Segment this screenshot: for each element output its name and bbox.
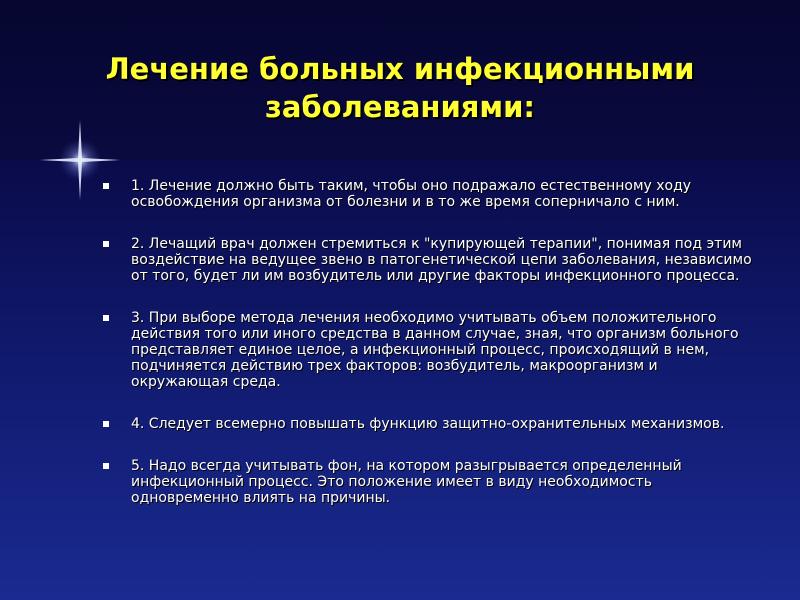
square-bullet-icon (103, 183, 109, 189)
bullet-text-5: 5. Надо всегда учитывать фон, на котором разыгрывается определенный инфекционный процесс. Это положение имеет в виду необходимость одновременно влиять на причины. (131, 458, 682, 506)
bullet-text-1: 1. Лечение должно быть таким, чтобы оно подражало естественному ходу освобождения организма от болезни и в то же время соперничало с ним. (131, 178, 692, 210)
bullet-list (103, 178, 753, 532)
bullet-item-4 (103, 416, 753, 432)
bullet-text-2: 2. Лечащий врач должен стремиться к "купирующей терапии", понимая под этим воздействие на ведущее звено в патогенетической цепи заболевания, независимо от того, будет ли им возбудитель или другие факторы инфекционного процесса. (131, 236, 752, 284)
bullet-item-1 (103, 178, 753, 210)
square-bullet-icon (103, 315, 109, 321)
bullet-text-3: 3. При выборе метода лечения необходимо учитывать объем положительного действия того или иного средства в данном случае, зная, что организм больного представляет единое целое, а инфекционный процесс, происходящий в нем, подчиняется действию трех факторов: возбудитель, макроорганизм и окружающая среда. (131, 310, 739, 390)
bullet-text-4: 4. Следует всемерно повышать функцию защитно-охранительных механизмов. (131, 416, 725, 432)
square-bullet-icon (103, 463, 109, 469)
square-bullet-icon (103, 421, 109, 427)
bullet-item-5 (103, 458, 753, 506)
bullet-item-2 (103, 236, 753, 284)
bullet-item-3 (103, 310, 753, 390)
slide-title: Лечение больных инфекционными заболеваниями: (105, 52, 695, 124)
square-bullet-icon (103, 241, 109, 247)
